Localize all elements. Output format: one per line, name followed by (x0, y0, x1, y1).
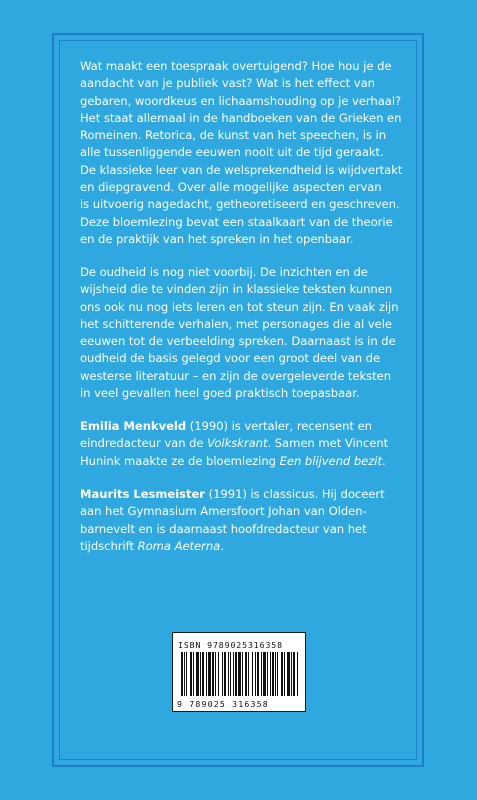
barcode-bar (270, 652, 271, 696)
author-bio-lesmeister (80, 486, 410, 555)
barcode-bar (293, 652, 295, 696)
series-paragraph (80, 264, 410, 402)
barcode-bar (281, 652, 283, 696)
barcode-bar (272, 652, 274, 696)
barcode-bar (222, 652, 223, 696)
barcode-bar (252, 652, 253, 696)
bio-line: eindredacteur van de Volkskrant. Samen met Vincent (80, 436, 389, 451)
intro-line: Wat maakt een toespraak overtuigend? Hoe hou je de (80, 59, 392, 73)
barcode-bar (242, 652, 243, 696)
barcode-bars (181, 652, 299, 696)
author-name: Emilia Menkveld (80, 419, 187, 433)
intro-line: en diepgravend. Over alle mogelijke aspecten ervan (80, 180, 382, 195)
barcode-bar (238, 652, 241, 696)
barcode-bar (255, 652, 256, 696)
barcode-bar (233, 652, 234, 696)
series-line: wijsheid die te vinden zijn in klassieke teksten kunnen (80, 282, 393, 297)
barcode-bar (224, 652, 226, 696)
isbn-label: ISBN 9789025316358 (178, 640, 283, 650)
series-line: oudheid de basis gelegd voor een groot deel van de (80, 351, 381, 366)
intro-line: aandacht van je publiek vast? Wat is het effect van (80, 76, 375, 91)
barcode-bar (202, 652, 204, 696)
bio-line: barnevelt en is daarnaast hoofdredacteur van het (80, 521, 367, 536)
publication-title: Volkskrant (207, 436, 268, 451)
barcode-bar (297, 652, 298, 696)
barcode-bar (275, 652, 276, 696)
barcode-bar (193, 652, 194, 696)
bio-line: tijdschrift Roma Aeterna. (80, 538, 224, 553)
author-name: Maurits Lesmeister (80, 487, 205, 501)
series-line: in veel gevallen heel goed praktisch toepasbaar. (80, 386, 360, 401)
intro-paragraph (80, 58, 410, 248)
barcode-bar (277, 652, 278, 696)
bio-line: aan het Gymnasium Amersfoort Johan van Olden- (80, 504, 367, 519)
series-line: ons ook nu nog iets leren en tot steun zijn. En vaak zijn (80, 299, 399, 314)
intro-line: alle tussenliggende eeuwen nooit uit de tijd geraakt. (80, 145, 384, 160)
series-line: het schitterende verhalen, met personages die al vele (80, 316, 393, 331)
bio-line: Hunink maakte ze de bloemlezing Een blijvend bezit. (80, 453, 386, 468)
barcode-bar (208, 652, 211, 696)
intro-line: is uitvoerig nagedacht, getheoretiseerd en geschreven. (80, 197, 400, 212)
barcode (172, 632, 306, 712)
barcode-bar (284, 652, 285, 696)
journal-title: Roma Aeterna (137, 538, 221, 553)
intro-line: Het staat allemaal in de handboeken van de Grieken en (80, 110, 402, 125)
ean-digits: 9 789025 316358 (177, 699, 269, 709)
barcode-bar (184, 652, 185, 696)
bio-line: Emilia Menkveld (1990) is vertaler, recensent en (80, 419, 372, 433)
barcode-bar (261, 652, 262, 696)
barcode-bar (235, 652, 237, 696)
barcode-bar (257, 652, 259, 696)
intro-line: en de praktijk van het spreken in het openbaar. (80, 231, 354, 246)
barcode-bar (263, 652, 266, 696)
barcode-bar (248, 652, 249, 696)
series-line: De oudheid is nog niet voorbij. De inzichten en de (80, 265, 368, 279)
intro-line: De klassieke leer van de welsprekendheid is wijdvertakt (80, 162, 403, 177)
author-bio-menkveld (80, 418, 410, 470)
barcode-bar (190, 652, 192, 696)
barcode-bar (215, 652, 216, 696)
bio-line: Maurits Lesmeister (1991) is classicus. Hij doceert (80, 487, 385, 501)
barcode-bar (230, 652, 231, 696)
book-title: Een blijvend bezit (279, 453, 382, 468)
barcode-bar (212, 652, 214, 696)
barcode-bar (228, 652, 229, 696)
barcode-bar (245, 652, 247, 696)
intro-line: Romeinen. Retorica, de kunst van het speechen, is in (80, 128, 386, 143)
barcode-bar (291, 652, 292, 696)
barcode-bar (287, 652, 290, 696)
barcode-bar (267, 652, 268, 696)
barcode-bar (206, 652, 207, 696)
barcode-bar (196, 652, 199, 696)
barcode-bar (218, 652, 219, 696)
intro-line: Deze bloemlezing bevat een staalkaart van de theorie (80, 214, 393, 229)
series-line: westerse literatuur – en zijn de overgeleverde teksten (80, 368, 392, 383)
intro-line: gebaren, woordkeus en lichaamshouding op je verhaal? (80, 93, 402, 108)
barcode-bar (181, 652, 183, 696)
barcode-bar (186, 652, 187, 696)
series-line: eeuwen tot de verbeelding spreken. Daarnaast is in de (80, 334, 396, 349)
barcode-bar (200, 652, 201, 696)
